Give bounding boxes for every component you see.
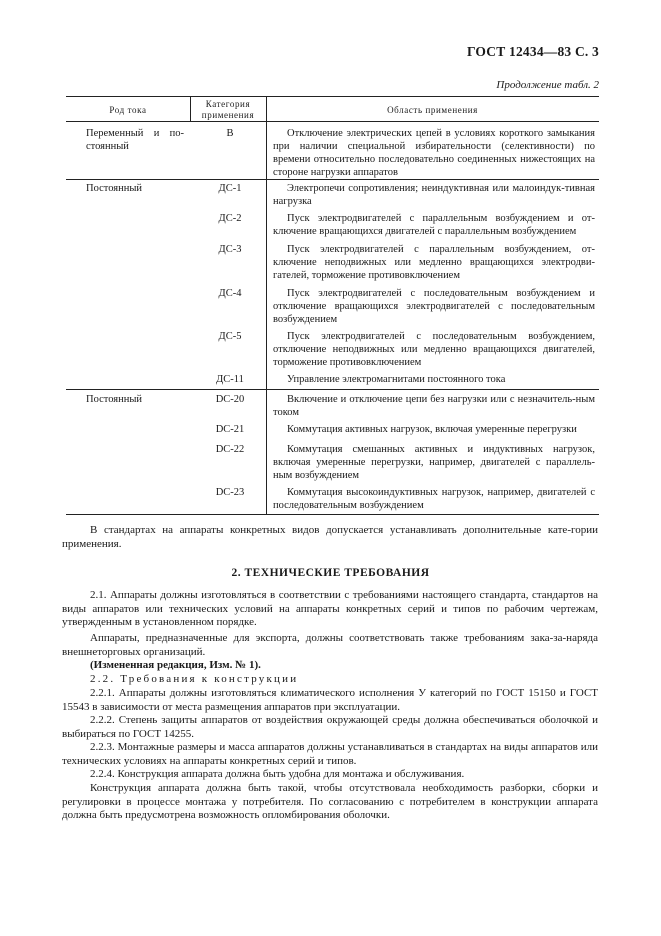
area-cell: Коммутация активных нагрузок, включая умеренные перегрузки [287,424,577,435]
note-after-table: В стандартах на аппараты конкретных видов допускается устанавливать дополнительные кате-гории применения. [62,524,598,550]
group-kind: Постоянный [86,394,142,405]
category-cell: ДС-3 [218,244,242,255]
area-cell: Включение и отключение цепи без нагрузки или с незначитель-ным током [273,394,595,418]
category-cell: DC-22 [215,444,245,455]
area-column-rule [266,121,267,514]
column-header-category: Категория применения [201,99,255,120]
group-separator-2 [66,389,599,390]
area-cell: Коммутация смешанных активных и индуктивных нагрузок, включая умеренные перегрузки, например, двигателей с параллель-ным возбуждением [273,444,595,481]
area-cell: Отключение электрических цепей в условиях короткого замыкания при наличии специальной избирательности (селективности) по времени относительно последовательно соединенных нижестоящих на стороне нагрузки аппаратов [273,128,595,178]
table-header-rule [66,121,599,122]
section-title: 2. ТЕХНИЧЕСКИЕ ТРЕБОВАНИЯ [231,567,430,579]
category-cell: В [226,128,234,139]
area-cell: Пуск электродвигателей с параллельным возбуждением и от-ключение вращающихся двигателей с параллельным возбуждением [273,213,595,237]
group-separator-1 [66,179,599,180]
area-cell: Пуск электродвигателей с последовательным возбуждением, отключение неподвижных или медленно вращающихся двигателей, торможение противовключением [273,331,595,368]
category-cell: DC-20 [215,394,245,405]
edition-note: (Измененная редакция, Изм. № 1). [90,659,261,671]
table-top-rule [66,96,599,97]
category-cell: DC-21 [215,424,245,435]
group-kind: Постоянный [86,183,142,194]
area-cell: Электропечи сопротивления; неиндуктивная или малоиндук-тивная нагрузка [273,183,595,207]
paragraph-2-2-2: 2.2.2. Степень защиты аппаратов от воздействия окружающей среды должна обеспечиваться оболочкой и выбираться по ГОСТ 14255. [62,714,598,740]
paragraph-export: Аппараты, предназначенные для экспорта, должны соответствовать также требованиям зака-за-наряда внешнеторговых организаций. [62,632,598,658]
area-cell: Управление электромагнитами постоянного тока [287,374,506,385]
column-header-area: Область применения [387,105,478,115]
group-kind: Переменный и по-стоянный [86,128,184,152]
paragraph-construction: Конструкция аппарата должна быть такой, чтобы отсутствовала необходимость разборки, сборки и регулировки в процессе монтажа у потребителя. По согласованию с потребителем в конструкции аппарата должна быть предусмотрена возможность опломбирования оболочки. [62,782,598,821]
category-cell: ДС-1 [218,183,242,194]
area-cell: Пуск электродвигателей с последовательным возбуждением и отключение вращающихся электродвигателей с последовательным возбуждением [273,288,595,325]
category-cell: ДС-5 [218,331,242,342]
paragraph-2-1: 2.1. Аппараты должны изготовляться в соответствии с требованиями настоящего стандарта, стандартов на виды аппаратов или технических условий на аппараты конкретных серий и типов по рабочим чертежам, утвержденным в установленном порядке. [62,589,598,628]
paragraph-2-2-heading [62,673,598,687]
category-cell: DC-23 [215,487,245,498]
column-header-kind: Род тока [109,105,147,115]
paragraph-2-2-text: 2.2. Требования к конструкции [90,673,299,685]
page-header: ГОСТ 12434—83 С. 3 [466,44,599,59]
paragraph-2-2-1: 2.2.1. Аппараты должны изготовляться климатического исполнения У категорий по ГОСТ 15150 и ГОСТ 15543 в зависимости от места размещения аппаратов при эксплуатации. [62,687,598,713]
area-cell: Пуск электродвигателей с параллельным возбуждением, от-ключение неподвижных или медленно вращающихся электродви-гателей, торможение противовключением [273,244,595,281]
table-bottom-rule [66,514,599,515]
paragraph-2-2-4: 2.2.4. Конструкция аппарата должна быть удобна для монтажа и обслуживания. [90,768,465,780]
paragraph-2-2-3: 2.2.3. Монтажные размеры и масса аппаратов должны устанавливаться в стандартах на виды аппаратов или технических условиях на аппараты конкретных серий и типов. [62,741,598,767]
category-cell: ДС-4 [218,288,242,299]
category-cell: ДС-2 [218,213,242,224]
table-caption: Продолжение табл. 2 [496,79,599,91]
category-cell: ДС-11 [216,374,244,385]
area-cell: Коммутация высокоиндуктивных нагрузок, например, двигателей с последовательным возбуждением [273,487,595,511]
